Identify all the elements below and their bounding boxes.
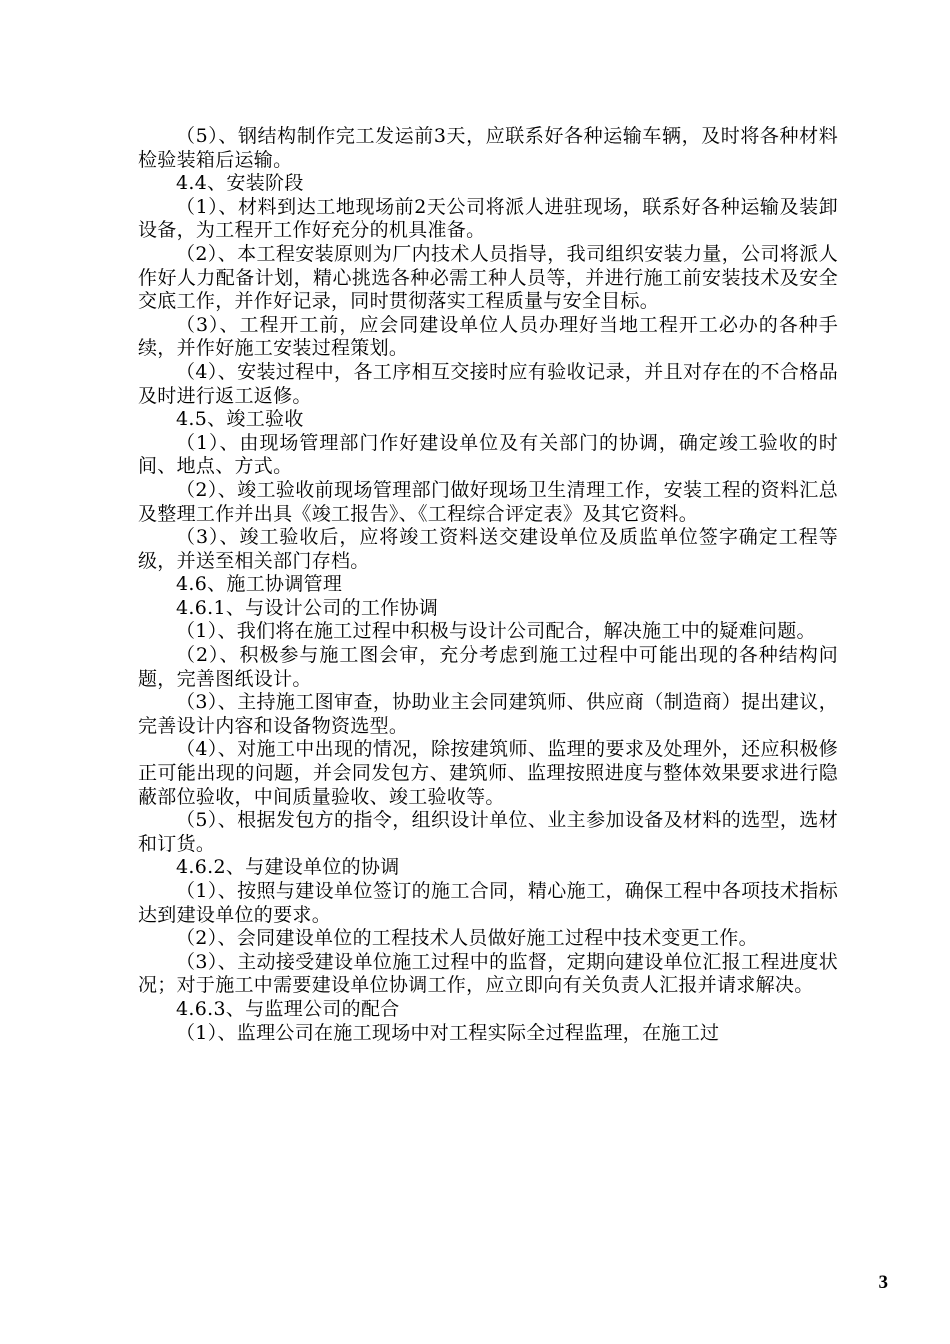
- paragraph: （3）、竣工验收后，应将竣工资料送交建设单位及质监单位签字确定工程等级，并送至相关部门存档。: [138, 526, 838, 572]
- paragraph: （3）、主持施工图审查，协助业主会同建筑师、供应商（制造商）提出建议，完善设计内容和设备物资选型。: [138, 691, 838, 737]
- paragraph: （4）、对施工中出现的情况，除按建筑师、监理的要求及处理外，还应积极修正可能出现的问题，并会同发包方、建筑师、监理按照进度与整体效果要求进行隐蔽部位验收，中间质量验收、竣工验收等。: [138, 738, 838, 808]
- paragraph: （2）、积极参与施工图会审，充分考虑到施工过程中可能出现的各种结构问题，完善图纸设计。: [138, 644, 838, 690]
- paragraph: （5）、根据发包方的指令，组织设计单位、业主参加设备及材料的选型，选材和订货。: [138, 809, 838, 855]
- paragraph: （2）、会同建设单位的工程技术人员做好施工过程中技术变更工作。: [176, 927, 758, 950]
- paragraph: （1）、我们将在施工过程中积极与设计公司配合，解决施工中的疑难问题。: [176, 620, 816, 643]
- section-heading: 4.4、安装阶段: [176, 172, 304, 195]
- subsection-heading: 4.6.1、与设计公司的工作协调: [176, 596, 439, 619]
- paragraph: （1）、按照与建设单位签订的施工合同，精心施工，确保工程中各项技术指标达到建设单位的要求。: [138, 880, 838, 926]
- document-body: [138, 125, 838, 1045]
- section-heading: 4.6、施工协调管理: [176, 573, 343, 596]
- paragraph: （1）、材料到达工地现场前2天公司将派人进驻现场，联系好各种运输及装卸设备，为工程开工作好充分的机具准备。: [138, 195, 838, 242]
- subsection-heading: 4.6.2、与建设单位的协调: [176, 856, 400, 879]
- page-number: 3: [878, 1272, 888, 1293]
- paragraph: （5）、钢结构制作完工发运前3天，应联系好各种运输车辆，及时将各种材料检验装箱后运输。: [138, 125, 838, 171]
- paragraph: （4）、安装过程中，各工序相互交接时应有验收记录，并且对存在的不合格品及时进行返工返修。: [138, 360, 838, 407]
- paragraph: （2）、本工程安装原则为厂内技术人员指导，我司组织安装力量，公司将派人作好人力配备计划，精心挑选各种必需工种人员等，并进行施工前安装技术及安全交底工作，并作好记录，同时贯彻落实工程质量与安全目标。: [138, 242, 838, 313]
- paragraph: （2）、竣工验收前现场管理部门做好现场卫生清理工作，安装工程的资料汇总及整理工作并出具《竣工报告》、《工程综合评定表》及其它资料。: [138, 478, 838, 525]
- section-heading: 4.5、竣工验收: [176, 408, 304, 431]
- paragraph: （3）、主动接受建设单位施工过程中的监督，定期向建设单位汇报工程进度状况；对于施工中需要建设单位协调工作，应立即向有关负责人汇报并请求解决。: [138, 950, 838, 997]
- paragraph: （1）、监理公司在施工现场中对工程实际全过程监理，在施工过: [176, 1021, 720, 1044]
- subsection-heading: 4.6.3、与监理公司的配合: [176, 997, 400, 1020]
- paragraph: （1）、由现场管理部门作好建设单位及有关部门的协调，确定竣工验收的时间、地点、方式。: [138, 431, 838, 478]
- paragraph: （3）、工程开工前，应会同建设单位人员办理好当地工程开工必办的各种手续，并作好施工安装过程策划。: [138, 313, 838, 360]
